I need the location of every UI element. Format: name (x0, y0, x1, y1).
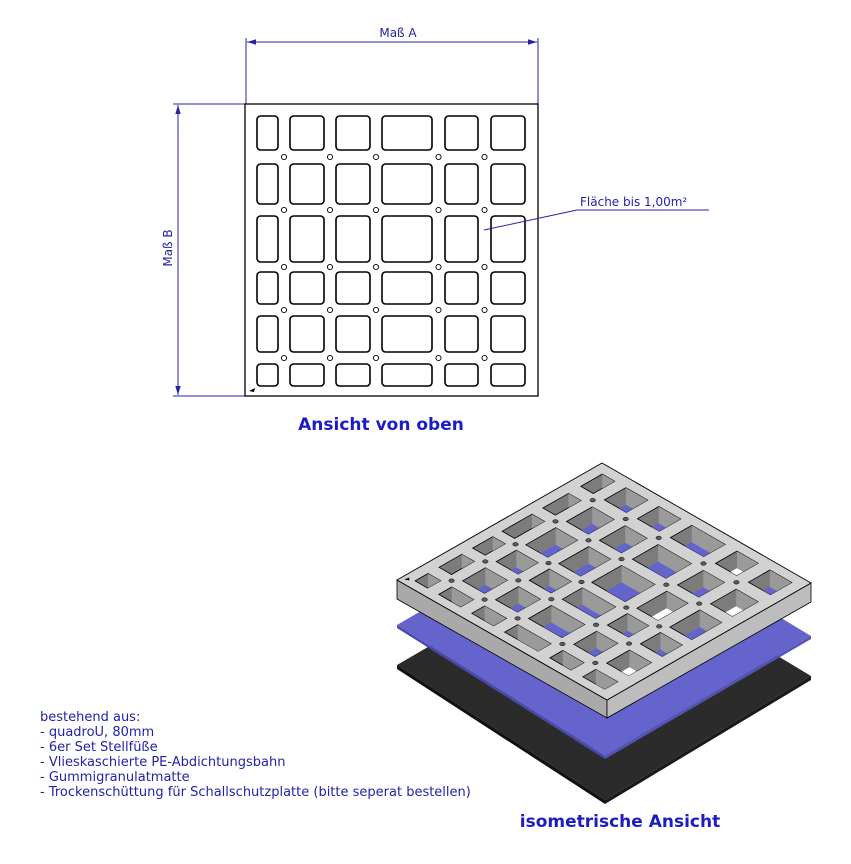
top-view (161, 26, 709, 435)
panel-hole (281, 154, 286, 159)
panel-hole-3d (664, 583, 670, 587)
panel-hole-3d (656, 625, 662, 629)
parts-item: - Trockenschüttung für Schallschutzplatte (bitte seperat bestellen) (40, 785, 471, 800)
panel-hole-3d (586, 539, 592, 543)
panel-hole (327, 355, 332, 360)
panel-hole-3d (553, 520, 559, 524)
panel-hole (436, 307, 441, 312)
panel-hole (281, 307, 286, 312)
parts-item: - Gummigranulatmatte (40, 770, 190, 785)
panel-hole-3d (549, 597, 555, 601)
dimension-a-label: Maß A (379, 26, 417, 40)
panel-hole (327, 154, 332, 159)
panel-hole-3d (701, 562, 707, 566)
iso-view-title: isometrische Ansicht (519, 812, 721, 832)
panel-hole (281, 264, 286, 269)
panel-hole (482, 264, 487, 269)
panel-hole-3d (513, 543, 519, 547)
dimension-b-label: Maß B (161, 229, 175, 267)
area-note: Fläche bis 1,00m² (580, 195, 688, 209)
parts-item: - quadroU, 80mm (40, 725, 155, 740)
panel-hole-3d (579, 580, 585, 584)
panel-hole-3d (734, 581, 740, 585)
panel-hole (373, 355, 378, 360)
parts-heading: bestehend aus: (40, 710, 141, 725)
panel-hole-3d (593, 623, 599, 627)
panel-hole-3d (656, 536, 662, 540)
parts-item: - 6er Set Stellfüße (40, 740, 158, 755)
panel-hole (482, 207, 487, 212)
panel-hole (373, 307, 378, 312)
dimension-a (246, 38, 538, 104)
panel-hole (373, 207, 378, 212)
panel-hole-3d (623, 517, 629, 521)
panel-hole (482, 154, 487, 159)
panel-hole (327, 264, 332, 269)
panel-hole-3d (560, 642, 566, 646)
parts-item: - Vlieskaschierte PE-Abdichtungsbahn (40, 755, 286, 770)
panel-hole-3d (619, 557, 625, 561)
panel-hole (281, 355, 286, 360)
panel-hole-3d (516, 579, 522, 583)
panel-hole-3d (593, 661, 599, 665)
panel-hole-3d (590, 498, 596, 502)
panel-hole (436, 355, 441, 360)
panel-hole (373, 264, 378, 269)
panel-hole (482, 355, 487, 360)
isometric-view (397, 463, 811, 832)
panel-hole-3d (696, 602, 702, 606)
panel-hole (327, 207, 332, 212)
panel-hole (436, 154, 441, 159)
panel-hole-3d (626, 642, 632, 646)
panel-hole-3d (546, 561, 552, 565)
panel-hole-3d (624, 606, 630, 610)
panel-hole (482, 307, 487, 312)
panel-hole-3d (482, 598, 488, 602)
panel-hole (327, 307, 332, 312)
dimension-b (173, 104, 245, 396)
panel-hole (436, 264, 441, 269)
panel-hole (373, 154, 378, 159)
panel-hole (281, 207, 286, 212)
panel-hole-3d (449, 579, 455, 583)
panel-hole-3d (483, 560, 489, 564)
top-view-title: Ansicht von oben (298, 415, 464, 435)
panel-hole-3d (515, 617, 521, 621)
parts-list (40, 710, 471, 800)
panel-hole (436, 207, 441, 212)
